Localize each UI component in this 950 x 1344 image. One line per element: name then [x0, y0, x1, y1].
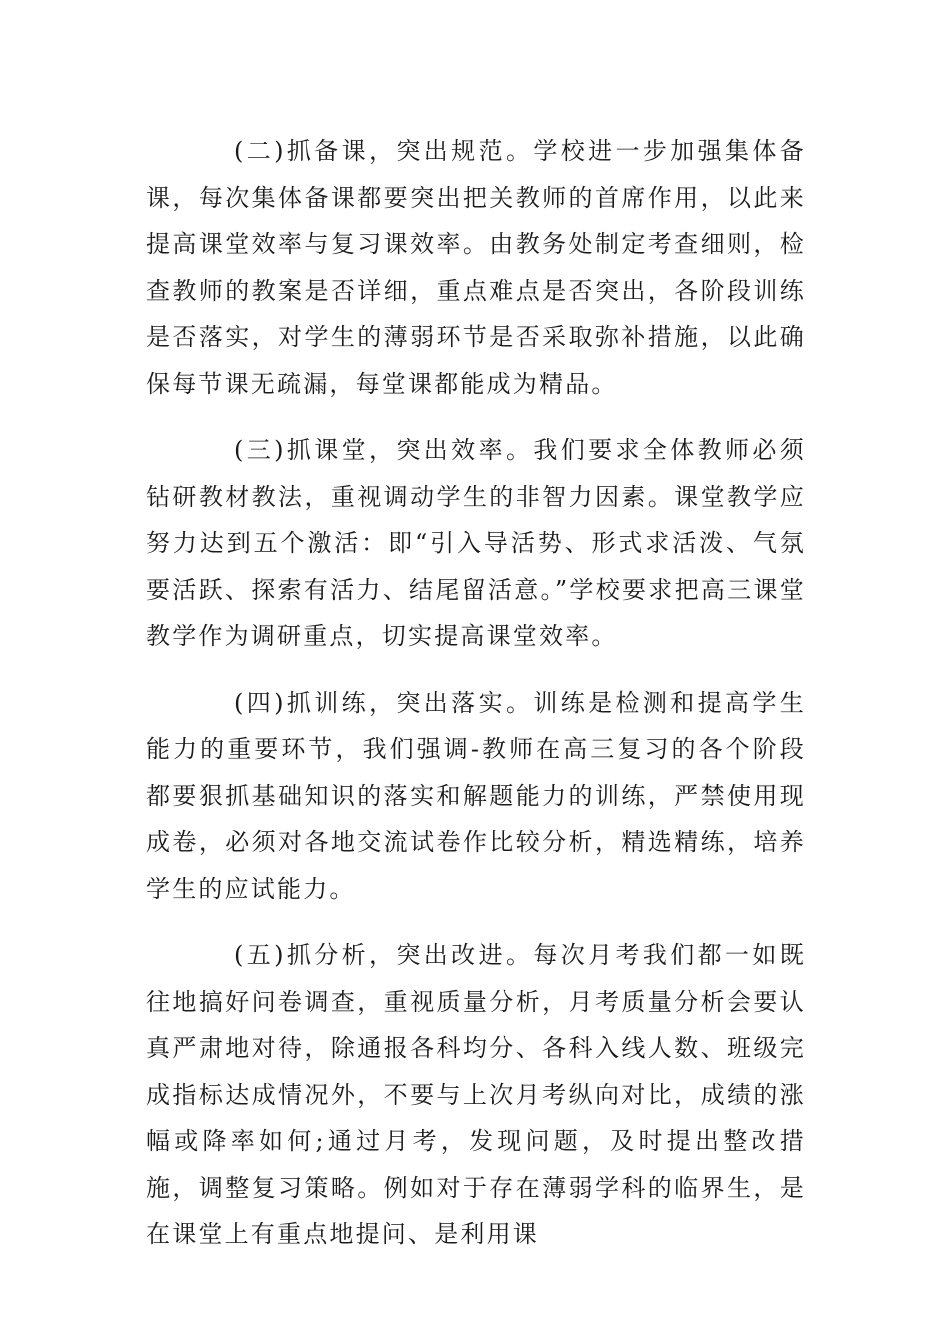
paragraph-training: (四)抓训练，突出落实。训练是检测和提高学生能力的重要环节，我们强调-教师在高三复习的各个阶段都要狠抓基础知识的落实和解题能力的训练，严禁使用现成卷，必须对各地交流试卷作比较分析，精选精练，培养学生的应试能力。 — [146, 688, 806, 903]
paragraph-analysis: (五)抓分析，突出改进。每次月考我们都一如既往地搞好问卷调查，重视质量分析，月考质量分析会要认真严肃地对待，除通报各科均分、各科入线人数、班级完成指标达成情况外，不要与上次月考纵向对比，成绩的涨幅或降率如何;通过月考，发现问题，及时提出整改措施，调整复习策略。例如对于存在薄弱学科的临界生，是在课堂上有重点地提问、是利用课 — [146, 941, 806, 1248]
document-body — [146, 128, 806, 1278]
paragraph-classroom-efficiency: (三)抓课堂，突出效率。我们要求全体教师必须钻研教材教法，重视调动学生的非智力因素。课堂教学应努力达到五个激活：即“引入导活势、形式求活泼、气氛要活跃、探索有活力、结尾留活意。”学校要求把高三课堂教学作为调研重点，切实提高课堂效率。 — [146, 436, 806, 650]
paragraph-prepare-lessons: (二)抓备课，突出规范。学校进一步加强集体备课，每次集体备课都要突出把关教师的首席作用，以此来提高课堂效率与复习课效率。由教务处制定考查细则，检查教师的教案是否详细，重点难点是否突出，各阶段训练是否落实，对学生的薄弱环节是否采取弥补措施，以此确保每节课无疏漏，每堂课都能成为精品。 — [146, 137, 806, 398]
